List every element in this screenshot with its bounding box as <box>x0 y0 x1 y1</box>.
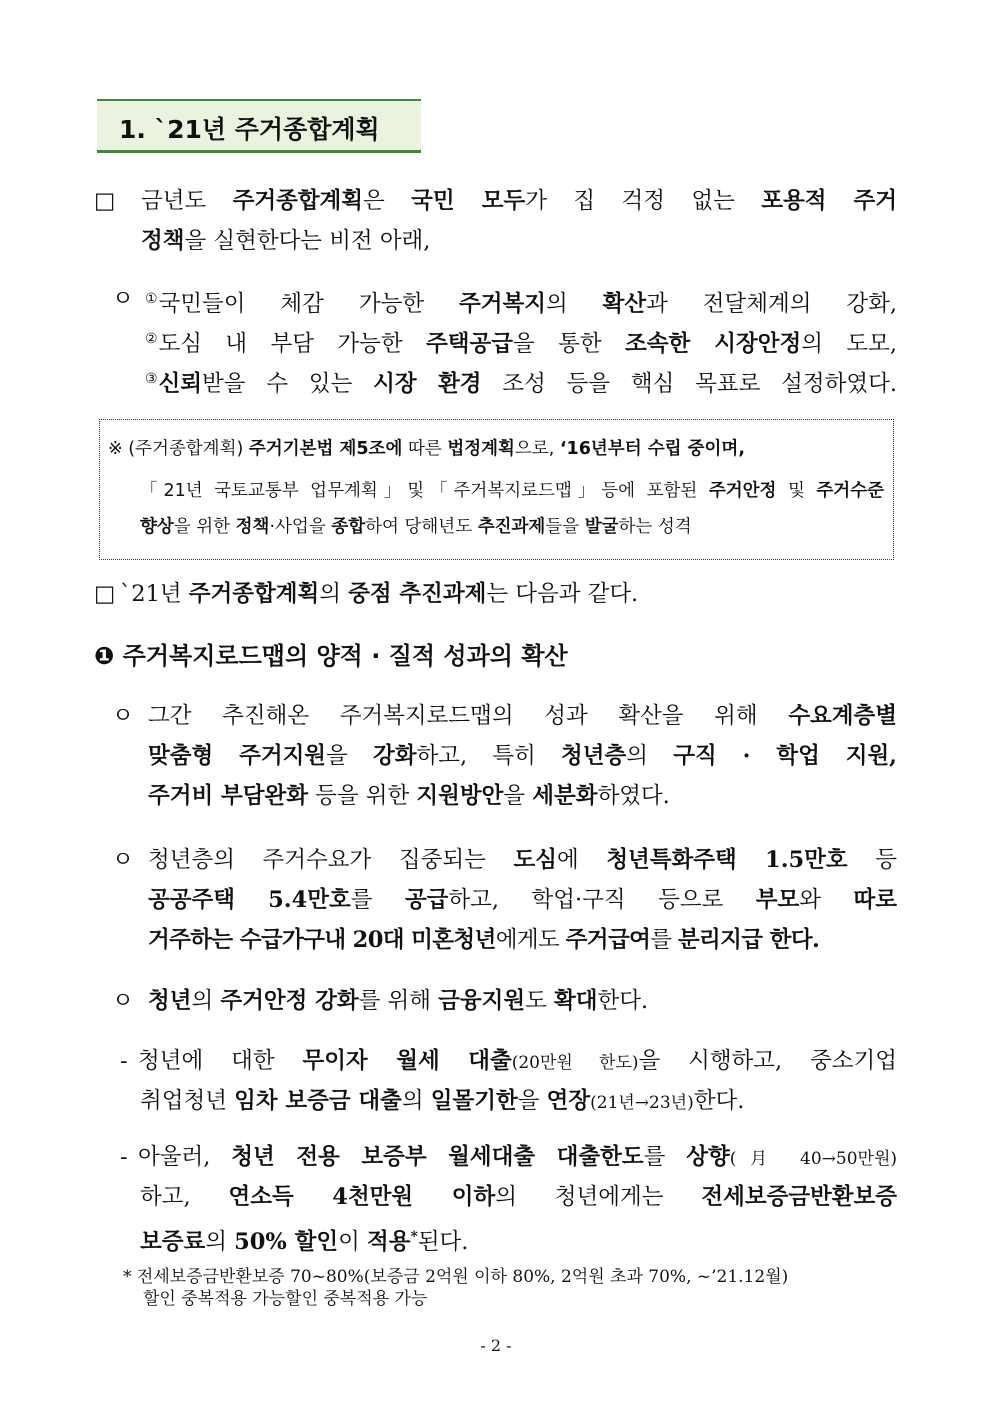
goal-1: ①국민들이 체감 가능한 주거복지의 확산과 전달체계의 강화, <box>145 291 897 317</box>
sq2-line: `21년 주거종합계획의 중점 추진과제는 다음과 같다. <box>120 581 639 607</box>
goal-2: ②도심 내 부담 가능한 주택공급을 통한 조속한 시장안정의 도모, <box>145 331 898 357</box>
section-title: 1. `21년 주거종합계획 <box>119 115 380 144</box>
p2-bullet: ㅇ <box>112 847 134 873</box>
d2-line-1: 아울러, 청년 전용 보증부 월세대출 대출한도를 상향(月 40→50만원) <box>138 1144 898 1170</box>
footnote-line-1: * 전세보증금반환보증 70~80%(보증금 2억원 이하 80%, 2억원 초과 70%, ~’21.12월) <box>123 1267 789 1287</box>
note-line-2: 「21년 국토교통부 업무계획」및「주거복지로드맵」등에 포함된 주거안정 및 주거수준 <box>140 481 884 501</box>
note-line-3: 향상을 위한 정책·사업을 종합하여 당해년도 추진과제들을 발굴하는 성격 <box>140 517 692 537</box>
d2-bullet: - <box>120 1144 128 1170</box>
subsection-title: ❶ 주거복지로드맵의 양적 · 질적 성과의 확산 <box>94 642 568 670</box>
page-number: - 2 - <box>480 1336 512 1355</box>
p2-line-2: 공공주택 5.4만호를 공급하고, 학업·구직 등으로 부모와 따로 <box>148 887 897 913</box>
square-bullet-2: □ <box>94 581 116 607</box>
d2-line-3: 보증료의 50% 할인이 적용*된다. <box>140 1229 469 1255</box>
sq1-line-1: 금년도 주거종합계획은 국민 모두가 집 걱정 없는 포용적 주거 <box>141 188 897 214</box>
sq1-line-2: 정책을 실현한다는 비전 아래, <box>141 228 431 254</box>
p2-line-1: 청년층의 주거수요가 집중되는 도심에 청년특화주택 1.5만호 등 <box>148 847 898 873</box>
p1-bullet: ㅇ <box>112 703 134 729</box>
p3-bullet: ㅇ <box>112 988 134 1014</box>
d1-bullet: - <box>120 1048 128 1074</box>
footnote-line-2: 할인 중복적용 가능할인 중복적용 가능 <box>143 1289 428 1309</box>
d2-line-2: 하고, 연소득 4천만원 이하의 청년에게는 전세보증금반환보증 <box>140 1184 897 1210</box>
p1-line-2: 맞춤형 주거지원을 강화하고, 특히 청년층의 구직 · 학업 지원, <box>148 743 898 769</box>
p1-line-3: 주거비 부담완화 등을 위한 지원방안을 세분화하였다. <box>148 783 670 809</box>
circle-bullet: ㅇ <box>112 286 134 312</box>
d1-line-2: 취업청년 임차 보증금 대출의 일몰기한을 연장(21년→23년)한다. <box>140 1088 745 1114</box>
square-bullet: □ <box>94 188 116 214</box>
p2-line-3: 거주하는 수급가구내 20대 미혼청년에게도 주거급여를 분리지급 한다. <box>148 927 820 953</box>
d1-line-1: 청년에 대한 무이자 월세 대출(20만원 한도)을 시행하고, 중소기업 <box>138 1048 898 1074</box>
p3-line-1: 청년의 주거안정 강화를 위해 금융지원도 확대한다. <box>148 988 649 1014</box>
note-line-1: ※ (주거종합계획) 주거기본법 제5조에 따른 법정계획으로, ‘16년부터 수립 중이며, <box>108 439 745 459</box>
section-title-box <box>97 99 421 153</box>
goal-3: ③신뢰받을 수 있는 시장 환경 조성 등을 핵심 목표로 설정하였다. <box>145 371 897 397</box>
p1-line-1: 그간 추진해온 주거복지로드맵의 성과 확산을 위해 수요계층별 <box>148 703 897 729</box>
